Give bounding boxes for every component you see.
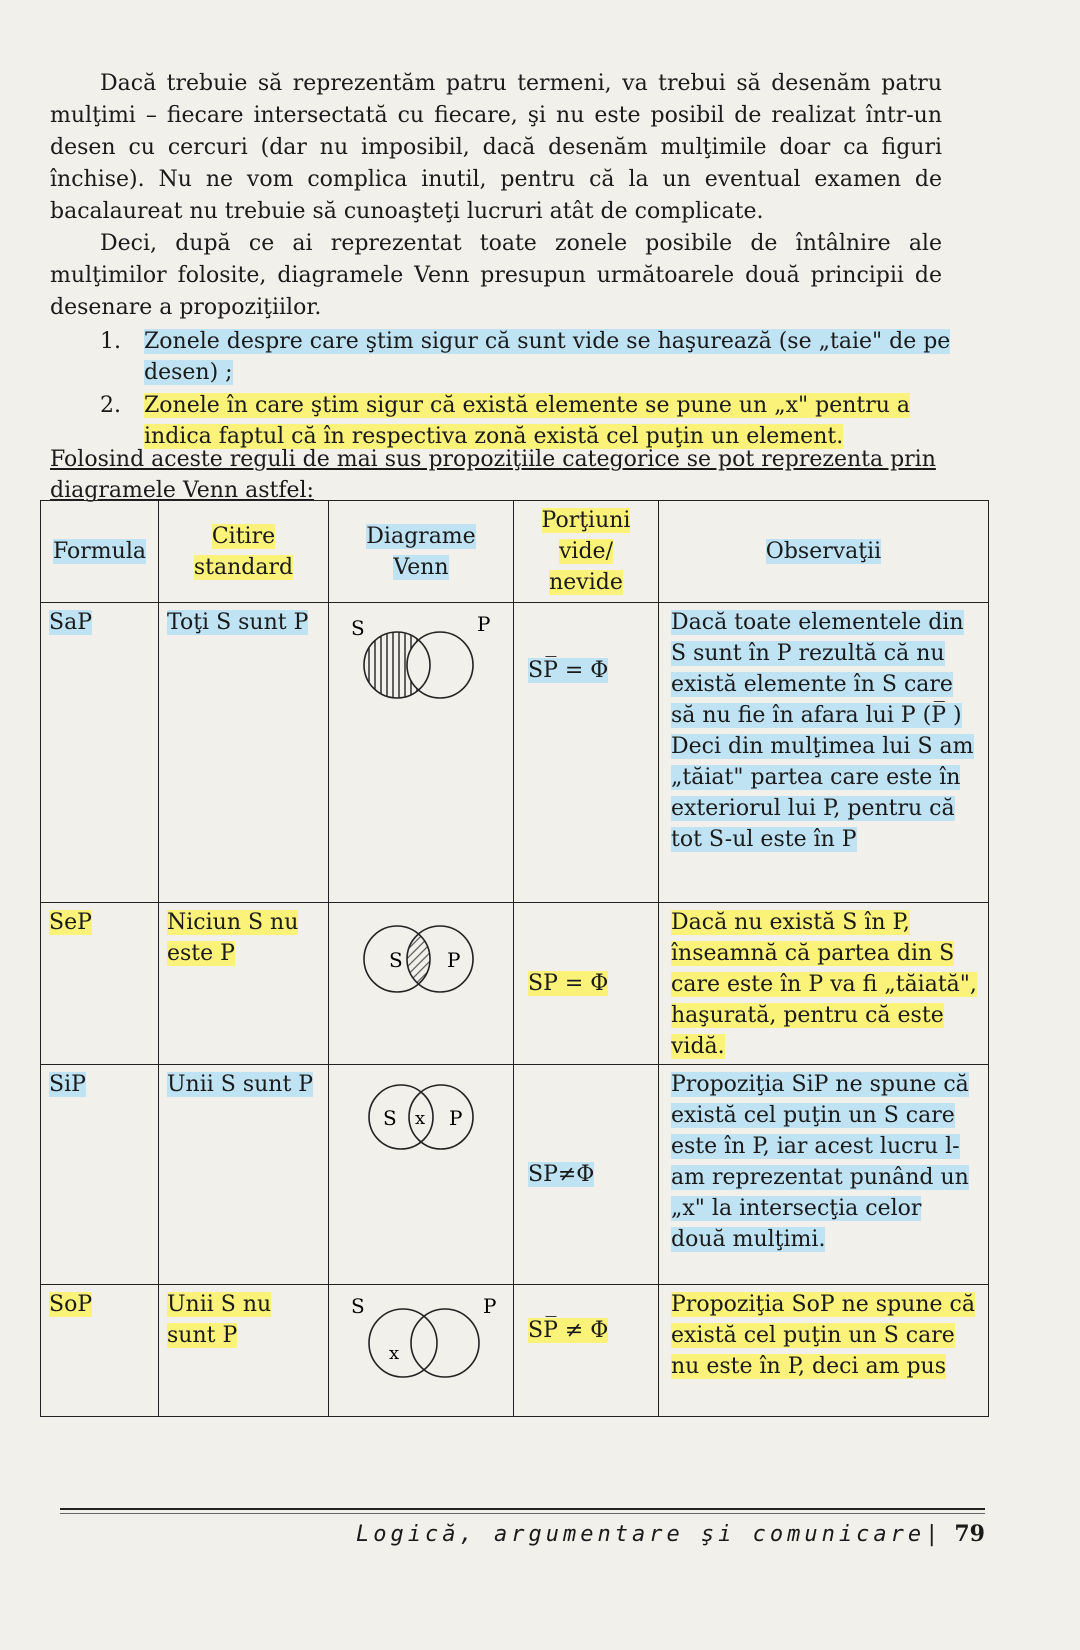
- table-row: [41, 1065, 989, 1285]
- venn-diagram-sep: [337, 907, 502, 1007]
- table-header-row: [41, 501, 989, 603]
- header-citire: Citire standard: [159, 501, 329, 603]
- set-label-s: S: [389, 948, 403, 972]
- rule-number: 2.: [100, 393, 121, 418]
- book-title: Logică, argumentare şi comunicare: [356, 1522, 926, 1547]
- table-row: [41, 603, 989, 903]
- venn-diagram-sap: [337, 607, 502, 707]
- venn-diagram-sip: [337, 1069, 502, 1169]
- set-label-p: P: [483, 1294, 497, 1318]
- rule-item-2: [100, 390, 960, 452]
- element-mark: x: [415, 1108, 426, 1129]
- set-label-p: P: [477, 612, 491, 636]
- cell-formula: SiP: [41, 1065, 159, 1285]
- cell-portiune: SP≠Φ: [514, 1065, 659, 1285]
- cell-diagram: [329, 903, 514, 1065]
- cell-portiune: SP̅ = Φ: [514, 603, 659, 903]
- cell-formula: SeP: [41, 903, 159, 1065]
- cell-citire: Unii S sunt P: [159, 1065, 329, 1285]
- cell-observatii: Propoziţia SiP ne spune că există cel puţin un S care este în P, iar acest lucru l-am reprezentat punând un „x" la intersecţia celor două mulţimi.: [659, 1065, 989, 1285]
- rule-item-1: [100, 326, 960, 388]
- header-diagrame: Diagrame Venn: [329, 501, 514, 603]
- cell-diagram: [329, 1065, 514, 1285]
- cell-portiune: SP̅ ≠ Φ: [514, 1285, 659, 1417]
- table-row: [41, 1285, 989, 1417]
- venn-diagram-sop: [337, 1289, 502, 1389]
- table-row: [41, 903, 989, 1065]
- rule-number: 1.: [100, 329, 121, 354]
- header-observatii: Observaţii: [659, 501, 989, 603]
- set-label-s: S: [383, 1106, 397, 1130]
- header-portiuni: Porţiuni vide/ nevide: [514, 501, 659, 603]
- cell-portiune: SP = Φ: [514, 903, 659, 1065]
- cell-observatii: Dacă toate elementele din S sunt în P rezultă că nu există elemente în S care să nu fie în afara lui P (P̅ ) Deci din mulţimea lui S am „tăiat" partea care este în exteriorul lui P, pentru că tot S-ul este în P: [659, 603, 989, 903]
- footer-rule-thin: [60, 1513, 985, 1514]
- intro-text: Folosind aceste reguli de mai sus propoziţiile categorice se pot reprezenta prin diagramele Venn astfel:: [50, 447, 936, 503]
- cell-formula: SoP: [41, 1285, 159, 1417]
- paragraph-four-terms: Dacă trebuie să reprezentăm patru termeni, va trebui să desenăm patru mulţimi – fiecare intersectată cu fiecare, şi nu este posibil de realizat într-un desen cu cercuri (dar nu imposibil, dacă desenăm mulţimile doar ca figuri închise). Nu ne vom complica inutil, pentru că la un eventual examen de bacalaureat nu trebuie să cunoaşteţi lucruri atât de complicate.: [50, 71, 942, 224]
- venn-propositions-table: [40, 500, 989, 1417]
- paragraph-drawing-principles: Deci, după ce ai reprezentat toate zonele posibile de întâlnire ale mulţimilor folosite, diagramele Venn presupun următoarele două principii de desenare a propoziţiilor.: [50, 231, 942, 320]
- cell-diagram: [329, 603, 514, 903]
- set-label-s: S: [351, 1294, 365, 1318]
- paragraph-table-intro: [50, 444, 950, 506]
- element-mark: x: [389, 1343, 400, 1364]
- footer-separator: |: [925, 1522, 943, 1547]
- rules-list: [100, 326, 960, 454]
- set-label-p: P: [447, 948, 461, 972]
- cell-observatii: Propoziţia SoP ne spune că există cel puţin un S care nu este în P, deci am pus: [659, 1285, 989, 1417]
- rule-text: Zonele despre care ştim sigur că sunt vide se haşurează (se „taie" de pe desen) ;: [144, 329, 951, 385]
- cell-citire: Niciun S nu este P: [159, 903, 329, 1065]
- footer-rule: [60, 1508, 985, 1510]
- cell-observatii: Dacă nu există S în P, înseamnă că partea din S care este în P va fi „tăiată", haşurată, pentru că este vidă.: [659, 903, 989, 1065]
- page-number: 79: [954, 1521, 985, 1547]
- cell-citire: Unii S nu sunt P: [159, 1285, 329, 1417]
- header-formula: Formula: [41, 501, 159, 603]
- page-footer: [60, 1518, 985, 1551]
- cell-citire: Toţi S sunt P: [159, 603, 329, 903]
- cell-diagram: [329, 1285, 514, 1417]
- set-label-p: P: [449, 1106, 463, 1130]
- set-label-s: S: [351, 616, 365, 640]
- rule-text: Zonele în care ştim sigur că există elemente se pune un „x" pentru a indica faptul că în respectiva zonă există cel puţin un element.: [144, 393, 911, 449]
- cell-formula: SaP: [41, 603, 159, 903]
